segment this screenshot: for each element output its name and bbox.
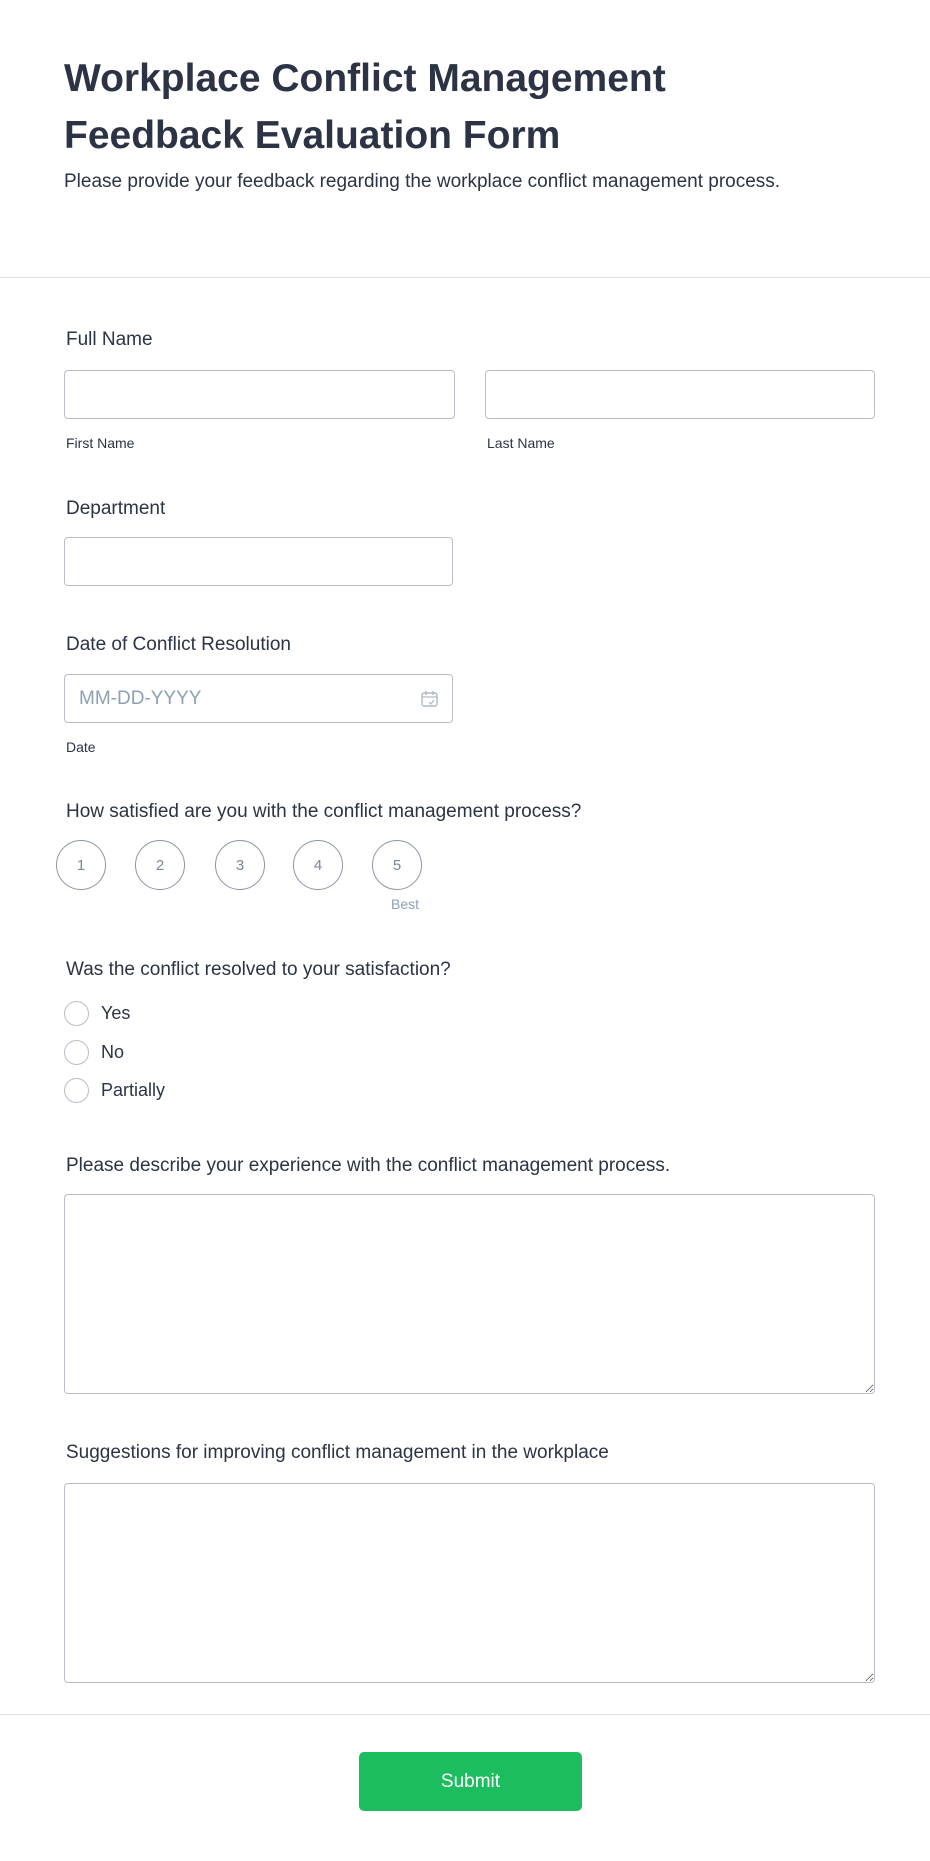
rating-option-4[interactable]: 4 [293, 840, 343, 890]
department-input[interactable] [64, 537, 453, 586]
experience-textarea[interactable] [64, 1194, 875, 1394]
rating-option-2[interactable]: 2 [135, 840, 185, 890]
date-label: Date of Conflict Resolution [66, 634, 291, 655]
radio-no-label[interactable]: No [101, 1042, 125, 1062]
footer-divider [0, 1714, 930, 1715]
department-label: Department [66, 498, 166, 519]
first-name-input[interactable] [64, 370, 455, 419]
last-name-sublabel: Last Name [487, 435, 555, 451]
full-name-label: Full Name [66, 329, 153, 350]
submit-button[interactable]: Submit [359, 1752, 582, 1811]
form-description: Please provide your feedback regarding the workplace conflict management process. [64, 171, 781, 192]
calendar-icon[interactable] [420, 689, 440, 709]
suggestions-textarea[interactable] [64, 1483, 875, 1683]
radio-no[interactable] [64, 1040, 89, 1065]
first-name-sublabel: First Name [66, 435, 135, 451]
last-name-input[interactable] [485, 370, 875, 419]
rating-option-3[interactable]: 3 [215, 840, 265, 890]
radio-yes-label[interactable]: Yes [101, 1003, 131, 1023]
experience-label: Please describe your experience with the conflict management process. [66, 1155, 671, 1176]
rating-option-1[interactable]: 1 [56, 840, 106, 890]
date-input[interactable] [64, 674, 453, 723]
rating-label: How satisfied are you with the conflict management process? [66, 801, 582, 822]
resolved-label: Was the conflict resolved to your satisfaction? [66, 959, 451, 980]
suggestions-label: Suggestions for improving conflict management in the workplace [66, 1442, 609, 1463]
date-placeholder: MM-DD-YYYY [79, 688, 202, 709]
rating-option-5[interactable]: 5 [372, 840, 422, 890]
form-title: Workplace Conflict Management Feedback Evaluation Form [64, 57, 666, 157]
radio-partially-label[interactable]: Partially [101, 1080, 166, 1100]
header-divider [0, 277, 930, 278]
date-sublabel: Date [66, 739, 96, 755]
radio-yes[interactable] [64, 1001, 89, 1026]
radio-partially[interactable] [64, 1078, 89, 1103]
rating-best-label: Best [391, 896, 420, 912]
